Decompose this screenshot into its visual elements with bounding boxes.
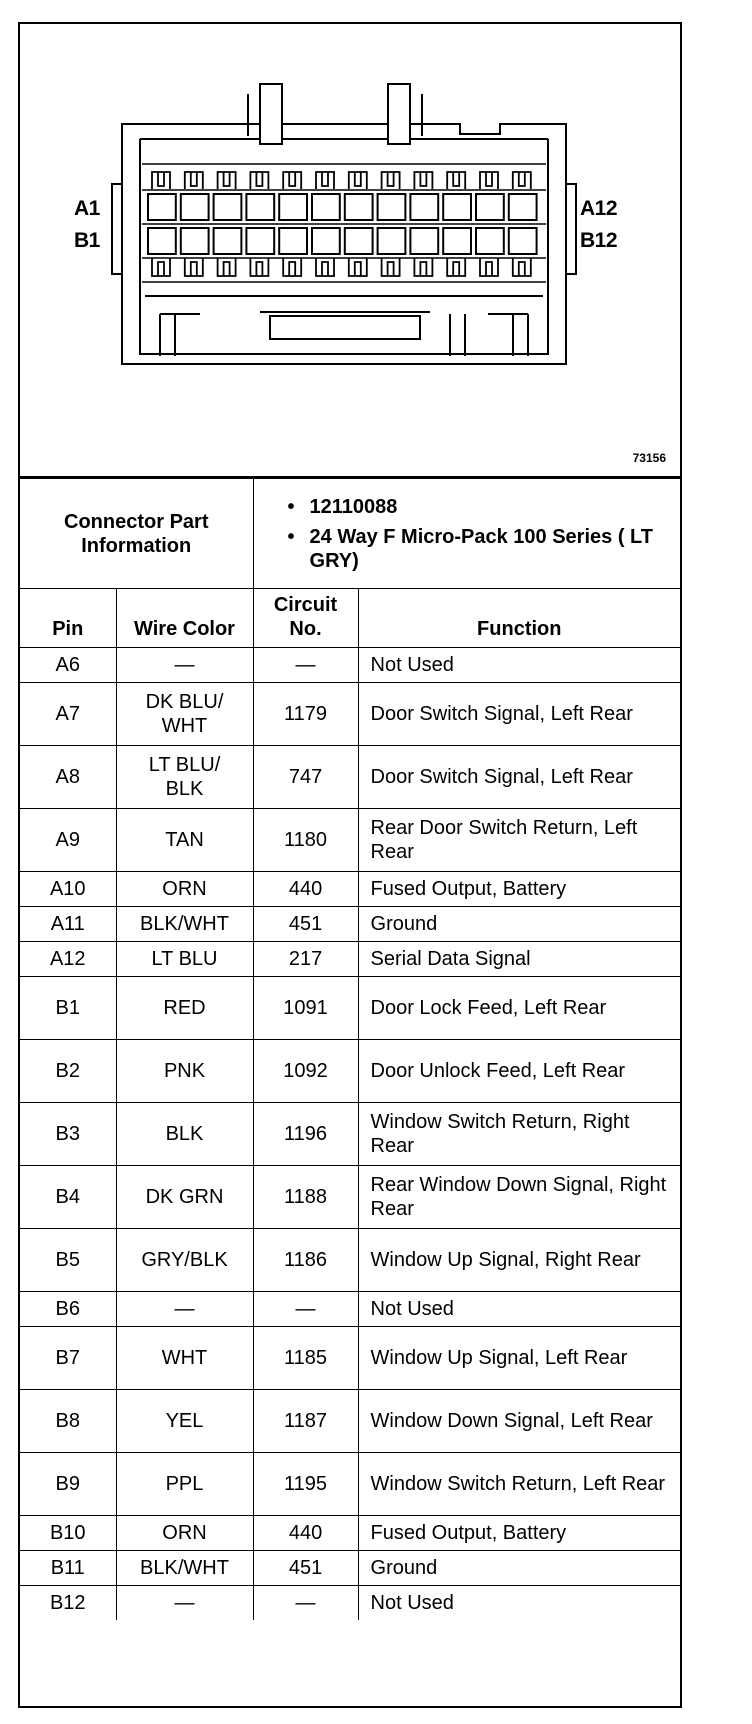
table-row: [20, 1103, 680, 1166]
latch-tooth-b11: [480, 258, 498, 276]
table-row: [20, 648, 680, 683]
latch-tooth-a7: [349, 172, 367, 189]
pin-cell: B6: [20, 1292, 116, 1327]
pin-cell: B4: [20, 1166, 116, 1229]
function-cell: Not Used: [358, 1292, 680, 1327]
table-row: [20, 1551, 680, 1586]
cavity-a6: [312, 194, 340, 220]
circuit-cell: 451: [253, 907, 358, 942]
latch-tooth-b4: [250, 258, 268, 276]
cavity-a10: [443, 194, 471, 220]
pinout-table: [20, 478, 680, 1620]
function-cell: Window Up Signal, Left Rear: [358, 1327, 680, 1390]
cavity-a3: [214, 194, 242, 220]
circuit-cell: 1180: [253, 809, 358, 872]
cavity-a4: [246, 194, 274, 220]
latch-tooth-a4: [250, 172, 268, 189]
table-row: [20, 1166, 680, 1229]
cavity-a1: [148, 194, 176, 220]
latch-tooth-a8: [382, 172, 400, 189]
connector-info-row: [20, 479, 680, 589]
function-cell: Ground: [358, 1551, 680, 1586]
latch-tooth-a5: [283, 172, 301, 189]
latch-tooth-b9: [414, 258, 432, 276]
part-number: • 12110088: [288, 495, 681, 519]
function-cell: Rear Door Switch Return, Left Rear: [358, 809, 680, 872]
table-header: [20, 589, 680, 648]
function-cell: Ground: [358, 907, 680, 942]
cavity-b3: [214, 228, 242, 254]
circuit-cell: 1092: [253, 1040, 358, 1103]
latch-tooth-b1: [152, 258, 170, 276]
pin-cell: B10: [20, 1516, 116, 1551]
table-row: [20, 746, 680, 809]
connector-figure: [20, 24, 680, 478]
function-cell: Window Switch Return, Right Rear: [358, 1103, 680, 1166]
circuit-cell: —: [253, 1292, 358, 1327]
pin-cell: B9: [20, 1453, 116, 1516]
cavity-b7: [345, 228, 373, 254]
wire-color-cell: —: [116, 648, 253, 683]
table-row: [20, 1292, 680, 1327]
pin-cell: A8: [20, 746, 116, 809]
cavity-a9: [410, 194, 438, 220]
wire-color-cell: —: [116, 1292, 253, 1327]
circuit-cell: 1195: [253, 1453, 358, 1516]
cavity-a5: [279, 194, 307, 220]
latch-tooth-a12: [513, 172, 531, 189]
table-row: [20, 1516, 680, 1551]
function-cell: Not Used: [358, 1586, 680, 1621]
cavity-b1: [148, 228, 176, 254]
cavity-b8: [378, 228, 406, 254]
table-row: [20, 942, 680, 977]
circuit-cell: —: [253, 1586, 358, 1621]
latch-tooth-b5: [283, 258, 301, 276]
wire-color-cell: DK GRN: [116, 1166, 253, 1229]
latch-tooth-a6: [316, 172, 334, 189]
header-pin: Pin: [20, 589, 116, 648]
function-cell: Window Up Signal, Right Rear: [358, 1229, 680, 1292]
circuit-cell: 1187: [253, 1390, 358, 1453]
figure-number: 73156: [632, 451, 666, 465]
part-description: • 24 Way F Micro-Pack 100 Series ( LT GRY): [288, 525, 681, 573]
wire-color-cell: YEL: [116, 1390, 253, 1453]
cavity-b9: [410, 228, 438, 254]
circuit-cell: 1185: [253, 1327, 358, 1390]
cavity-b4: [246, 228, 274, 254]
header-function: Function: [358, 589, 680, 648]
pin-cell: A10: [20, 872, 116, 907]
circuit-cell: 451: [253, 1551, 358, 1586]
cavity-b2: [181, 228, 209, 254]
wire-color-cell: PNK: [116, 1040, 253, 1103]
function-cell: Fused Output, Battery: [358, 1516, 680, 1551]
circuit-cell: 217: [253, 942, 358, 977]
cavity-a11: [476, 194, 504, 220]
function-cell: Fused Output, Battery: [358, 872, 680, 907]
circuit-cell: 1186: [253, 1229, 358, 1292]
function-cell: Window Down Signal, Left Rear: [358, 1390, 680, 1453]
pin-cell: A9: [20, 809, 116, 872]
header-circuit-no: Circuit No.: [253, 589, 358, 648]
pin-cell: B5: [20, 1229, 116, 1292]
wire-color-cell: PPL: [116, 1453, 253, 1516]
wire-color-cell: RED: [116, 977, 253, 1040]
circuit-cell: 1188: [253, 1166, 358, 1229]
circuit-cell: 440: [253, 872, 358, 907]
function-cell: Door Switch Signal, Left Rear: [358, 746, 680, 809]
circuit-cell: —: [253, 648, 358, 683]
table-row: [20, 1040, 680, 1103]
pin-label-b1: B1: [74, 229, 100, 252]
table-row: [20, 977, 680, 1040]
table-row: [20, 1229, 680, 1292]
latch-tooth-b12: [513, 258, 531, 276]
pin-cell: B3: [20, 1103, 116, 1166]
function-cell: Door Switch Signal, Left Rear: [358, 683, 680, 746]
pin-cell: B7: [20, 1327, 116, 1390]
table-row: [20, 809, 680, 872]
connector-part-info: [253, 479, 680, 589]
latch-tooth-a10: [447, 172, 465, 189]
pin-cell: A6: [20, 648, 116, 683]
function-cell: Door Lock Feed, Left Rear: [358, 977, 680, 1040]
latch-tooth-a11: [480, 172, 498, 189]
wire-color-cell: BLK/WHT: [116, 1551, 253, 1586]
cavity-a7: [345, 194, 373, 220]
pin-label-a1: A1: [74, 197, 100, 220]
cavity-b6: [312, 228, 340, 254]
wire-color-cell: ORN: [116, 1516, 253, 1551]
cavity-a12: [509, 194, 537, 220]
table-row: [20, 683, 680, 746]
pin-rows: [20, 648, 680, 1621]
cavity-b10: [443, 228, 471, 254]
function-cell: Not Used: [358, 648, 680, 683]
table-row: [20, 1453, 680, 1516]
latch-tooth-a9: [414, 172, 432, 189]
wire-color-cell: TAN: [116, 809, 253, 872]
circuit-cell: 1091: [253, 977, 358, 1040]
latch-tooth-a3: [218, 172, 236, 189]
cavity-a8: [378, 194, 406, 220]
header-wire-color: Wire Color: [116, 589, 253, 648]
table-row: [20, 1390, 680, 1453]
pin-cell: A12: [20, 942, 116, 977]
latch-tooth-b3: [218, 258, 236, 276]
connector-part-label: Connector Part Information: [20, 479, 253, 589]
pin-label-a12: A12: [580, 197, 618, 220]
wire-color-cell: —: [116, 1586, 253, 1621]
cavity-b11: [476, 228, 504, 254]
wire-color-cell: WHT: [116, 1327, 253, 1390]
pin-cell: A11: [20, 907, 116, 942]
circuit-cell: 747: [253, 746, 358, 809]
wire-color-cell: GRY/BLK: [116, 1229, 253, 1292]
connector-sheet: [18, 22, 682, 1708]
function-cell: Serial Data Signal: [358, 942, 680, 977]
circuit-cell: 1196: [253, 1103, 358, 1166]
pin-cell: B12: [20, 1586, 116, 1621]
circuit-cell: 440: [253, 1516, 358, 1551]
latch-tooth-b7: [349, 258, 367, 276]
latch-tooth-b2: [185, 258, 203, 276]
latch-tooth-b6: [316, 258, 334, 276]
cavity-a2: [181, 194, 209, 220]
wire-color-cell: ORN: [116, 872, 253, 907]
pin-cell: B11: [20, 1551, 116, 1586]
latch-tooth-b10: [447, 258, 465, 276]
latch-tooth-a2: [185, 172, 203, 189]
circuit-cell: 1179: [253, 683, 358, 746]
pin-cell: A7: [20, 683, 116, 746]
latch-tooth-b8: [382, 258, 400, 276]
function-cell: Rear Window Down Signal, Right Rear: [358, 1166, 680, 1229]
table-row: [20, 872, 680, 907]
wire-color-cell: LT BLU/ BLK: [116, 746, 253, 809]
cavity-b12: [509, 228, 537, 254]
table-row: [20, 1327, 680, 1390]
pin-cell: B8: [20, 1390, 116, 1453]
wire-color-cell: BLK: [116, 1103, 253, 1166]
table-row: [20, 1586, 680, 1621]
table-row: [20, 907, 680, 942]
pin-cell: B1: [20, 977, 116, 1040]
latch-tooth-a1: [152, 172, 170, 189]
function-cell: Window Switch Return, Left Rear: [358, 1453, 680, 1516]
pin-cell: B2: [20, 1040, 116, 1103]
wire-color-cell: BLK/WHT: [116, 907, 253, 942]
function-cell: Door Unlock Feed, Left Rear: [358, 1040, 680, 1103]
wire-color-cell: LT BLU: [116, 942, 253, 977]
wire-color-cell: DK BLU/ WHT: [116, 683, 253, 746]
cavity-b5: [279, 228, 307, 254]
pin-label-b12: B12: [580, 229, 618, 252]
